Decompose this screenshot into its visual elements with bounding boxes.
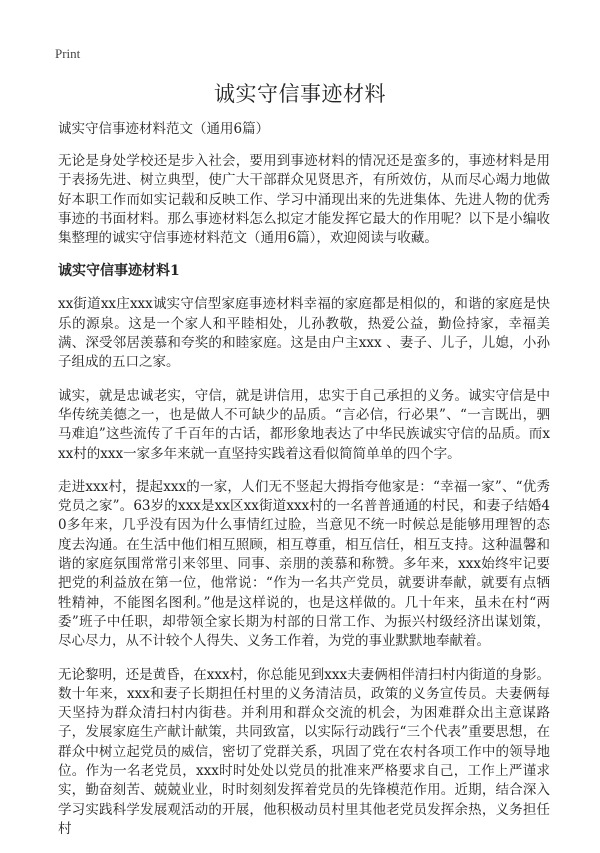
document-subtitle: 诚实守信事迹材料范文（通用6篇） xyxy=(58,121,270,137)
section-heading: 诚实守信事迹材料1 xyxy=(58,263,180,280)
body-paragraph: xx街道xx庄xxx诚实守信型家庭事迹材料幸福的家庭都是相似的，和谐的家庭是快乐的源泉。这是一个家人和平睦相处，儿孙教敬，热爱公益，勤俭持家，幸福美满、深受邻居羡慕和夸奖的和睦家庭。这是由户主xxx 、妻子、儿子，儿媳，小孙子组成的五口之家。 xyxy=(58,296,550,371)
intro-paragraph: 无论是身处学校还是步入社会，要用到事迹材料的情况还是蛮多的，事迹材料是用于表扬先进、树立典型，使广大干部群众见贤思齐，有所效仿，从而尽心竭力地做好本职工作而如实记载和反映工作、学习中涌现出来的先进集体、先进人物的优秀事迹的书面材料。那么事迹材料怎么拟定才能发挥它最大的作用呢？以下是小编收集整理的诚实守信事迹材料范文（通用6篇），欢迎阅读与收藏。 xyxy=(58,153,550,247)
print-label: Print xyxy=(55,46,81,61)
document-title: 诚实守信事迹材料 xyxy=(214,82,386,106)
document-body xyxy=(58,120,550,853)
body-paragraph: 诚实，就是忠诚老实，守信，就是讲信用，忠实于自己承担的义务。诚实守信是中华传统美德之一，也是做人不可缺少的品质。“言必信，行必果”、“一言既出，驷马难追”这些流传了千百年的古话，都形象地表达了中华民族诚实守信的品质。而xxx村的xxx一家多年来就一直坚持实践着这看似简简单单的四个字。 xyxy=(58,387,550,462)
body-paragraph: 无论黎明，还是黄昏，在xxx村，你总能见到xxx夫妻俩相伴清扫村内街道的身影。数十年来，xxx和妻子长期担任村里的义务清洁员，政策的义务宣传员。夫妻俩每天坚持为群众清扫村内街巷。并利用和群众交流的机会，为困难群众出主意谋路子，发展家庭生产献计献策，共同致富，以实际行动践行“三个代表”重要思想，在群众中树立起党员的威信，密切了党群关系，巩固了党在农村各项工作中的领导地位。作为一名老党员，xxx时时处处以党员的批准来严格要求自己，工作上严谨求实，勤奋刻苦、兢兢业业，时时刻刻发挥着党员的先锋模范作用。近期，结合深入学习实践科学发展观活动的开展，他积极动员村里其他老党员发挥余热，义务担任村 xyxy=(58,666,550,837)
body-paragraph: 走进xxx村，提起xxx的一家，人们无不竖起大拇指夸他家是：“幸福一家”、“优秀党员之家”。63岁的xxx是xx区xx街道xxx村的一名普普通通的村民，和妻子结婚40多年来，几乎没有因为什么事情红过脸，当意见不统一时候总是能够用理智的态度去沟通。在生活中他们相互照顾，相互尊重，相互信任，相互支持。这种温馨和谐的家庭氛围常常引来邻里、同事、亲朋的羡慕和称赞。多年来，xxx始终牢记要把党的利益放在第一位，他常说：“作为一名共产党员，就要讲奉献，就要有点牺牲精神，不能图名图利。”他是这样说的，也是这样做的。几十年来，虽未在村“两委”班子中任职，却带领全家长期为村部的日常工作、为振兴村级经济出谋划策，尽心尽力，从不计较个人得失、义务工作着，为党的事业默默地奉献着。 xyxy=(58,478,550,650)
